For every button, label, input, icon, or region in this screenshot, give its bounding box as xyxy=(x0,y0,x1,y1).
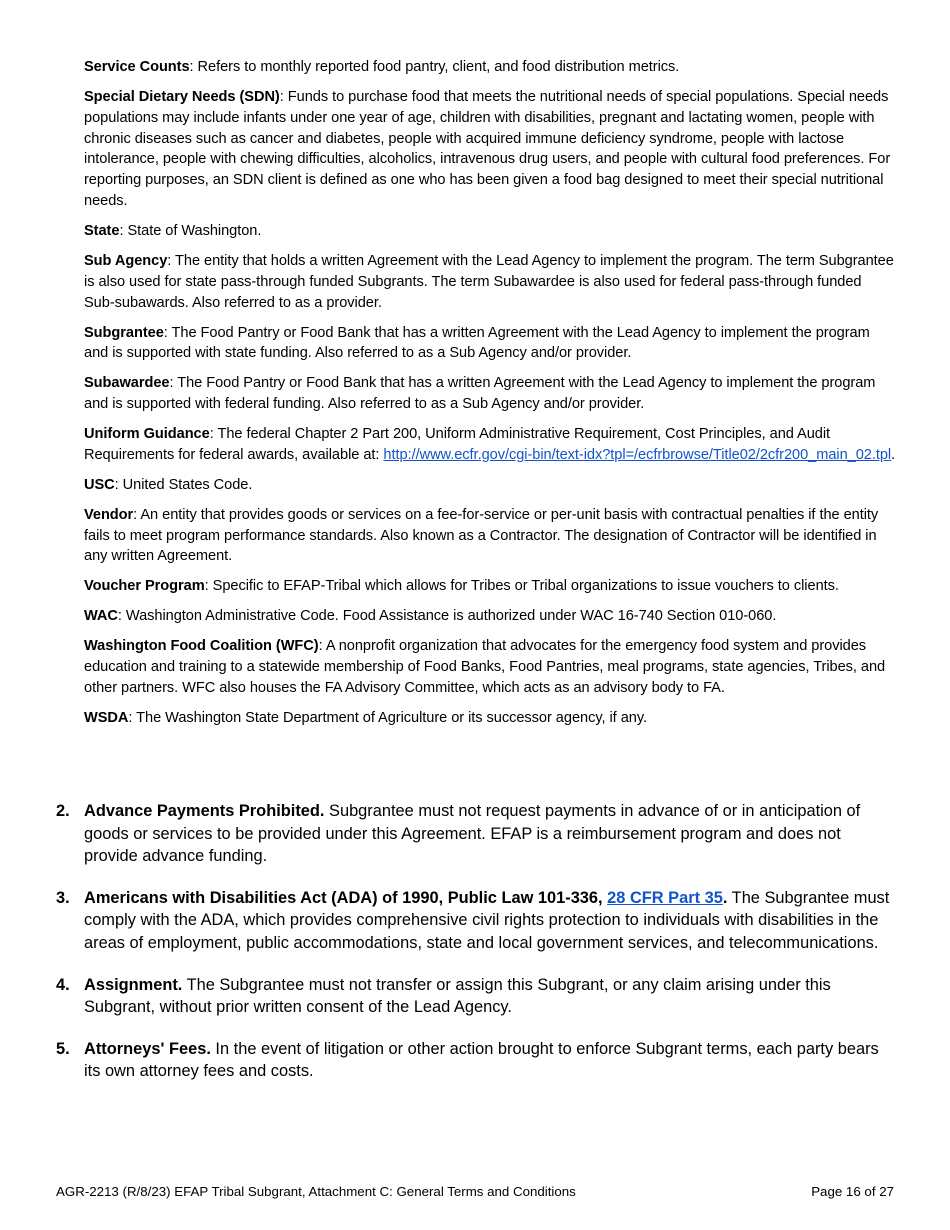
section-text: The Subgrantee must not transfer or assign this Subgrant, or any claim arising under this Subgrant, without prior written consent of the Lead Agency. xyxy=(84,975,831,1017)
definition-uniform-guidance xyxy=(84,424,896,466)
section-assignment xyxy=(56,974,896,1019)
definition-text: : The Washington State Department of Agriculture or its successor agency, if any. xyxy=(128,709,647,726)
page-number: Page 16 of 27 xyxy=(811,1184,894,1199)
definition-text-after: . xyxy=(891,446,896,463)
definition-text: : United States Code. xyxy=(114,476,253,493)
definition-term: Washington Food Coalition (WFC) xyxy=(84,638,319,655)
section-advance-payments xyxy=(56,800,896,868)
section-text: In the event of litigation or other action brought to enforce Subgrant terms, each party bears its own attorney fees and costs. xyxy=(84,1039,879,1081)
definition-text: : Specific to EFAP-Tribal which allows for Tribes or Tribal organizations to issue vouchers to clients. xyxy=(204,578,839,595)
definition-subgrantee xyxy=(84,323,896,365)
page-footer xyxy=(56,1183,896,1201)
definition-text: : The Food Pantry or Food Bank that has a written Agreement with the Lead Agency to implement the program and is supported with federal funding. Also referred to as a Sub Agency and/or provider. xyxy=(84,375,876,413)
cfr-part-35-link[interactable]: 28 CFR Part 35 xyxy=(607,888,723,907)
definition-state xyxy=(84,221,896,242)
ecfr-link[interactable]: http://www.ecfr.gov/cgi-bin/text-idx?tpl=/ecfrbrowse/Title02/2cfr200_main_02.tpl xyxy=(383,446,892,463)
section-number: 2. xyxy=(56,802,70,820)
definition-service-counts xyxy=(84,57,896,78)
definition-vendor xyxy=(84,505,896,567)
section-heading: Advance Payments Prohibited. xyxy=(84,802,325,820)
definition-wac xyxy=(84,606,896,627)
definition-text: : The Food Pantry or Food Bank that has a written Agreement with the Lead Agency to implement the program and is supported with state funding. Also referred to as a Sub Agency and/or provider. xyxy=(84,324,870,362)
definition-text: : Funds to purchase food that meets the nutritional needs of special populations. Special needs populations may include infants under one year of age, children with disabilities, pregnant and lactating women, people with chronic diseases such as cancer and diabetes, people with acquired immune deficiency syndrome, people with lactose intolerance, people with chewing difficulties, alcoholics, intravenous drug users, and people with cultural food preferences. For reporting purposes, an SDN client is defined as one who has been given a food bag designed to meet their special nutritional needs. xyxy=(84,88,891,209)
definition-voucher-program xyxy=(84,576,896,597)
definition-term: Uniform Guidance xyxy=(84,426,210,443)
definition-term: Subawardee xyxy=(84,375,170,392)
definition-term: Subgrantee xyxy=(84,324,164,341)
definition-special-dietary-needs xyxy=(84,87,896,212)
definition-term: Sub Agency xyxy=(84,252,168,269)
definition-sub-agency xyxy=(84,251,896,313)
definition-text: : The federal Chapter 2 Part 200, Uniform Administrative Requirement, Cost Principles, and Audit Requirements for federal awards, available at: xyxy=(84,426,831,463)
definition-term: WAC xyxy=(84,608,118,625)
section-attorneys-fees xyxy=(56,1038,896,1083)
section-number: 4. xyxy=(56,975,70,994)
section-text: Subgrantee must not request payments in advance of or in anticipation of goods or services to be provided under this Agreement. EFAP is a reimbursement program and does not provide advance funding. xyxy=(84,802,861,866)
section-heading: Americans with Disabilities Act (ADA) of 1990, Public Law 101-336, xyxy=(84,888,608,907)
numbered-sections xyxy=(56,800,896,1102)
section-number: 5. xyxy=(56,1039,70,1058)
definition-term: USC xyxy=(84,476,115,493)
definition-term: WSDA xyxy=(84,709,129,726)
definition-wsda xyxy=(84,708,896,729)
definition-term: State xyxy=(84,222,120,239)
section-heading: Assignment. xyxy=(84,975,183,994)
definition-text: : A nonprofit organization that advocates for the emergency food system and provides education and training to a statewide membership of Food Banks, Food Pantries, meal programs, state agencies, Tribes, and other partners. WFC also houses the FA Advisory Committee, which acts as an advisory body to FA. xyxy=(84,638,886,696)
definition-text: : State of Washington. xyxy=(119,222,262,239)
definition-usc xyxy=(84,475,896,496)
section-heading: Attorneys' Fees. xyxy=(84,1039,211,1058)
section-ada xyxy=(56,887,896,955)
definition-text: : Refers to monthly reported food pantry, client, and food distribution metrics. xyxy=(189,59,680,75)
definition-term: Service Counts xyxy=(84,59,190,75)
section-heading-after: . xyxy=(722,888,728,907)
definition-wfc xyxy=(84,636,896,698)
definition-subawardee xyxy=(84,373,896,415)
definitions-list xyxy=(84,57,896,738)
definition-text: : Washington Administrative Code. Food Assistance is authorized under WAC 16-740 Section 010-060. xyxy=(117,608,777,625)
definition-text: : An entity that provides goods or services on a fee-for-service or per-unit basis with contractual penalties if the entity fails to meet program performance standards. Also known as a Contractor. The designation of Contractor will be identified in any written Agreement. xyxy=(84,506,879,565)
definition-term: Voucher Program xyxy=(84,578,205,595)
footer-document-id: AGR-2213 (R/8/23) EFAP Tribal Subgrant, Attachment C: General Terms and Conditions xyxy=(56,1184,576,1199)
definition-term: Vendor xyxy=(84,506,134,523)
definition-text: : The entity that holds a written Agreement with the Lead Agency to implement the program. The term Subgrantee is also used for state pass-through funded Subgrants. The term Subawardee is also used for federal pass-through funded Sub-subawards. Also referred to as a provider. xyxy=(84,252,894,311)
section-number: 3. xyxy=(56,888,70,907)
definition-term: Special Dietary Needs (SDN) xyxy=(84,88,280,105)
section-text: The Subgrantee must comply with the ADA, which provides comprehensive civil rights protection to individuals with disabilities in the areas of employment, public accommodations, state and local government services, and telecommunications. xyxy=(84,888,890,952)
